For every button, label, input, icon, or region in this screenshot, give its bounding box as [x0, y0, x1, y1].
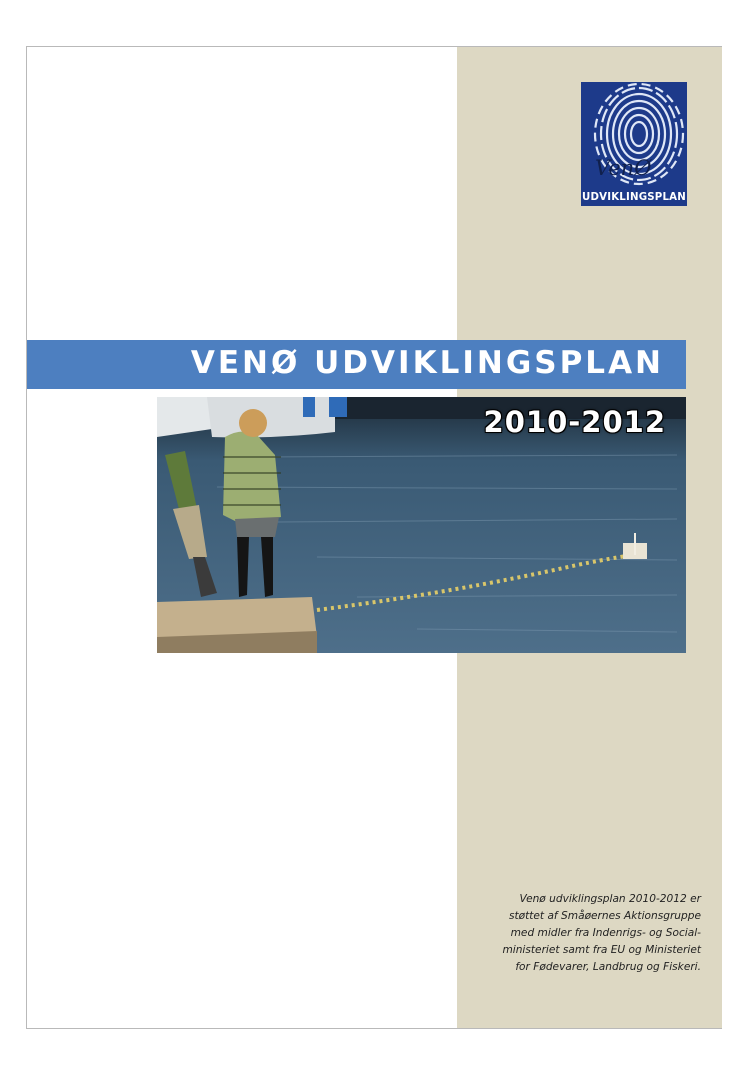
funding-note: Venø udviklingsplan 2010-2012 er støttet af Småøernes Aktionsgruppe med midler fra Indenrigs- og Social- ministeriet samt fra EU og Ministeriet for Fødevarer, Landbrug og Fiskeri.	[502, 893, 701, 973]
logo-brand: VenØ	[595, 156, 652, 180]
cover-page	[26, 46, 722, 1029]
fingerprint-icon	[581, 82, 687, 206]
title-banner	[27, 340, 686, 389]
year-range: 2010-2012	[483, 405, 666, 439]
cover-photo	[157, 397, 686, 653]
logo	[581, 82, 687, 206]
logo-subtitle: UDVIKLINGSPLAN	[582, 192, 686, 203]
document-title: VENØ UDVIKLINGSPLAN	[190, 345, 664, 381]
